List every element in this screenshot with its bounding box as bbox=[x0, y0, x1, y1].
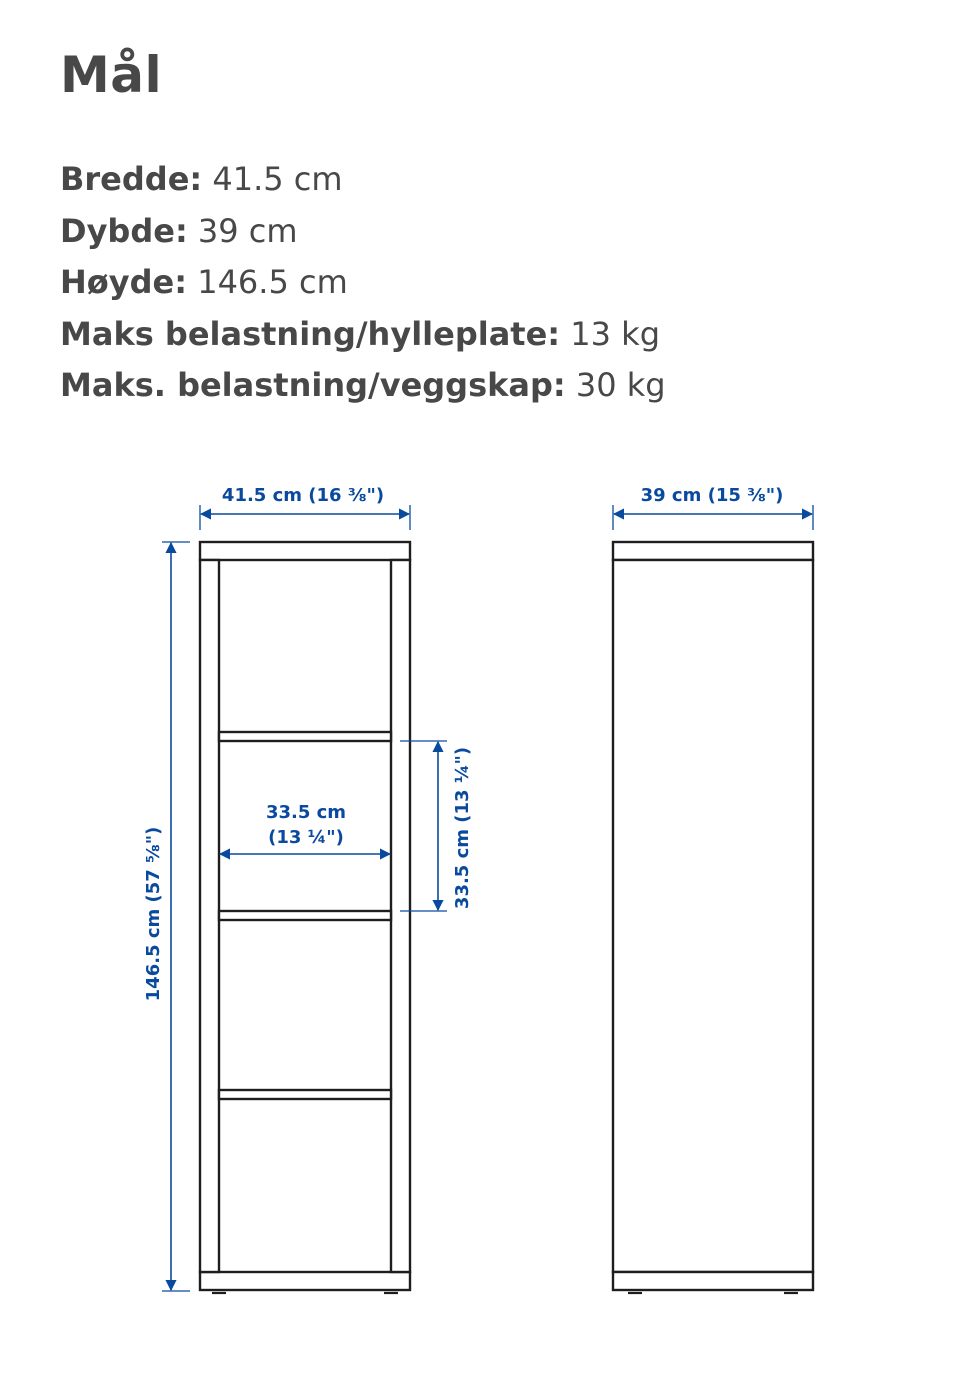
front-width-dimension bbox=[200, 485, 410, 530]
spec-value: 41.5 cm bbox=[212, 160, 343, 198]
side-depth-dimension bbox=[613, 485, 813, 530]
spec-label: Bredde: bbox=[60, 160, 203, 198]
inner-width-label-imperial: (13 ¼") bbox=[268, 827, 344, 848]
spec-label: Høyde: bbox=[60, 263, 188, 301]
side-panel bbox=[613, 560, 813, 1272]
front-bottom-board bbox=[200, 1272, 410, 1290]
spec-value: 146.5 cm bbox=[197, 263, 348, 301]
front-shelf-1 bbox=[219, 732, 391, 741]
total-height-label: 146.5 cm (57 ⅝") bbox=[143, 826, 164, 1002]
inner-width-label: 33.5 cm bbox=[265, 802, 347, 823]
front-shelf-2 bbox=[219, 911, 391, 920]
total-height-dimension bbox=[143, 542, 190, 1291]
side-view-shelf bbox=[613, 542, 813, 1293]
front-right-panel bbox=[391, 560, 410, 1272]
spec-value: 13 kg bbox=[570, 314, 660, 353]
front-top-board bbox=[200, 542, 410, 560]
front-view-shelf bbox=[200, 542, 410, 1293]
spec-label: Maks. belastning/veggskap: bbox=[60, 366, 566, 404]
spec-value: 39 cm bbox=[197, 211, 298, 250]
page-title: Mål bbox=[60, 46, 163, 104]
side-bottom-board bbox=[613, 1272, 813, 1290]
inner-width-dimension bbox=[220, 802, 390, 854]
spec-label: Dybde: bbox=[60, 211, 188, 250]
inner-height-label: 33.5 cm (13 ¼") bbox=[452, 746, 473, 910]
front-left-panel bbox=[200, 560, 219, 1272]
front-shelf-3 bbox=[219, 1090, 391, 1099]
spec-label: Maks belastning/hylleplate: bbox=[60, 314, 561, 353]
side-top-board bbox=[613, 542, 813, 560]
spec-value: 30 kg bbox=[575, 366, 666, 404]
front-width-label: 41.5 cm (16 ⅜") bbox=[221, 485, 385, 506]
side-depth-label: 39 cm (15 ⅜") bbox=[640, 485, 784, 506]
